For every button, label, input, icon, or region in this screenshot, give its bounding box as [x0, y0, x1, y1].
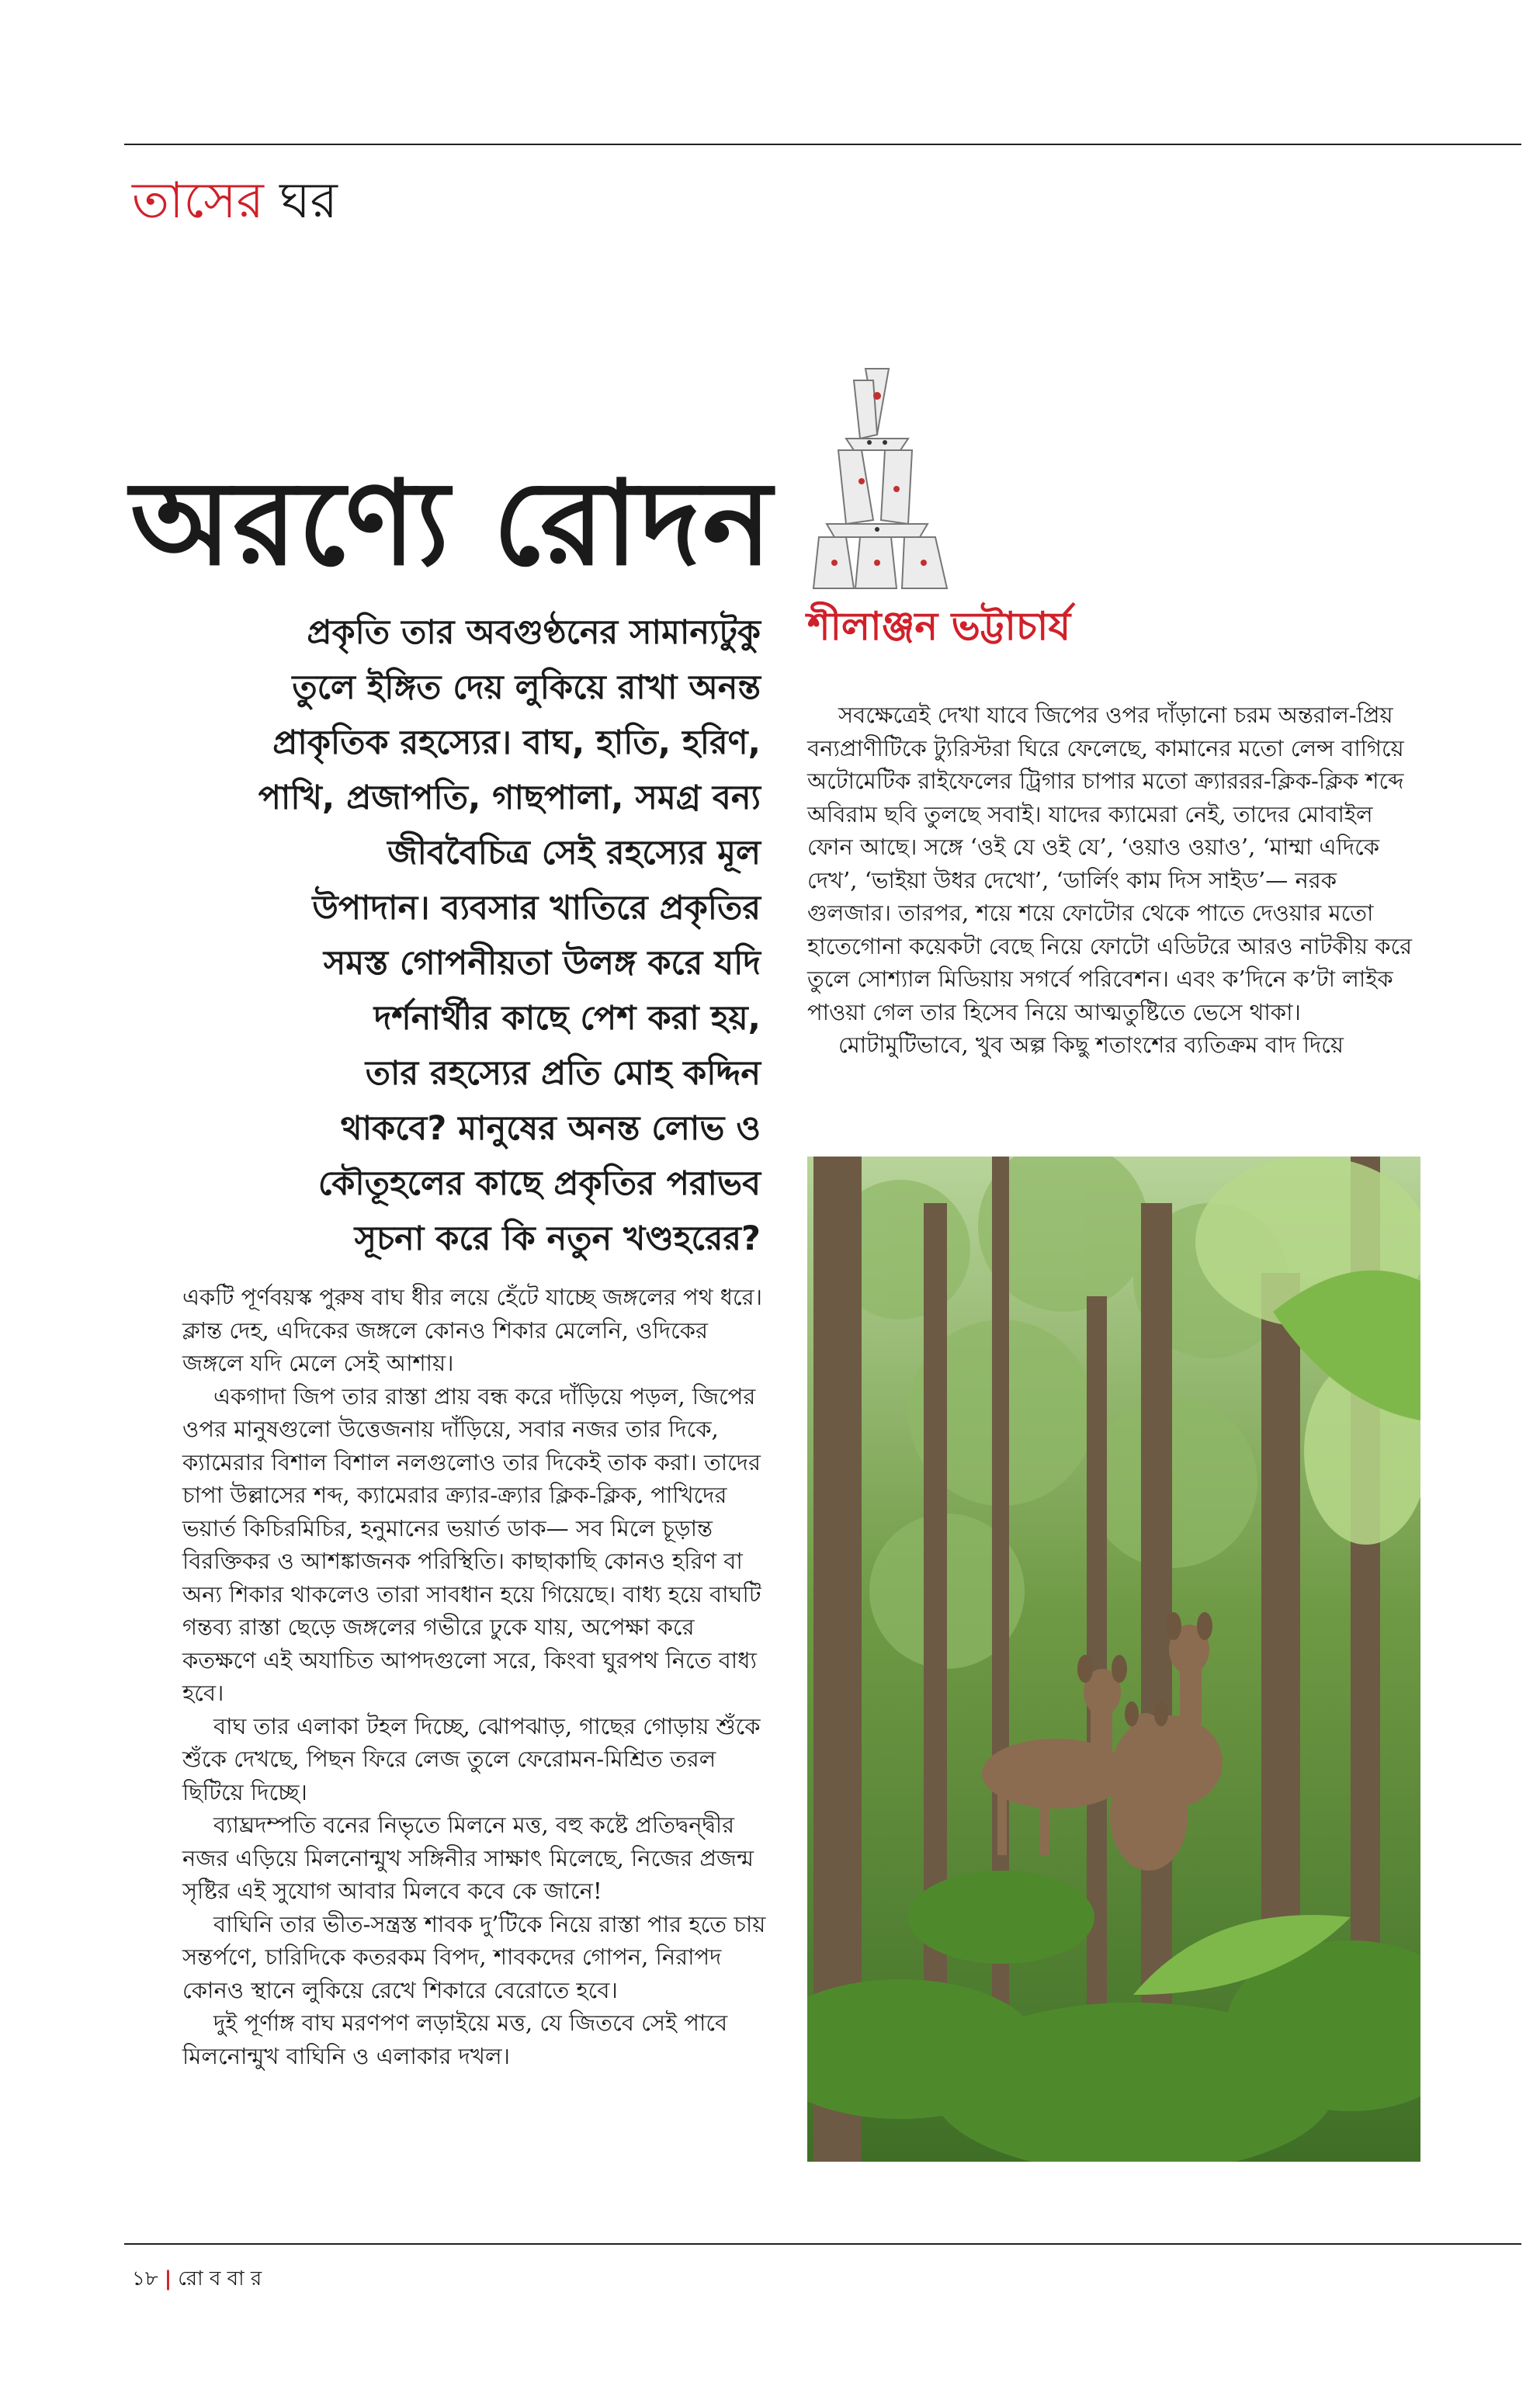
deck-line: প্রকৃতি তার অবগুণ্ঠনের সামান্যটুকু [307, 613, 761, 652]
body-paragraph: একগাদা জিপ তার রাস্তা প্রায় বন্ধ করে দাঁড়িয়ে পড়ল, জিপের ওপর মানুষগুলো উত্তেজনায় দাঁড়িয়ে, সবার নজর তার দিকে, ক্যামেরার বিশাল বিশাল নলগুলোও তার দিকেই তাক করা। তাদের চাপা উল্লাসের শব্দ, ক্যামেরার ক্র্যার-ক্র্যার ক্লিক-ক্লিক, পাখিদের ভয়ার্ত কিচিরমিচির, হনুমানের ভয়ার্ত ডাক— সব মিলে চূড়ান্ত বিরক্তিকর ও আশঙ্কাজনক পরিস্থিতি। কাছাকাছি কোনও হরিণ বা অন্য শিকার থাকলেও তারা সাবধান হয়ে গিয়েছে। বাধ্য হয়ে বাঘটি গন্তব্য রাস্তা ছেড়ে জঙ্গলের গভীরে ঢুকে যায়, অপেক্ষা করে কতক্ষণে এই অযাচিত আপদগুলো সরে, কিংবা ঘুরপথ নিতে বাধ্য হবে। [182, 1382, 761, 1706]
deck-line: প্রাকৃতিক রহস্যের। বাঘ, হাতি, হরিণ, [272, 723, 761, 762]
body-paragraph: বাঘিনি তার ভীত-সন্ত্রস্ত শাবক দু’টিকে নিয়ে রাস্তা পার হতে চায় সন্তর্পণে, চারিদিকে কতরকম বিপদ, শাবকদের গোপন, নিরাপদ কোনও স্থানে লুকিয়ে রেখে শিকারে বেরোতে হবে। [182, 1910, 766, 2003]
deck-line: সূচনা করে কি নতুন খণ্ডহরের? [354, 1219, 761, 1258]
publication-name: রো ব বা র [178, 2267, 262, 2291]
author-byline: শীলাঞ্জন ভট্টাচার্য [807, 604, 1071, 649]
footer-separator: | [164, 2267, 172, 2291]
card-house-icon [799, 365, 955, 590]
forest-deer-photo [807, 1157, 1420, 2162]
headline: অরণ্যে রোদন [130, 456, 774, 591]
top-rule [124, 144, 1521, 145]
body-paragraph: সবক্ষেত্রেই দেখা যাবে জিপের ওপর দাঁড়ানো চরম অন্তরাল-প্রিয় বন্যপ্রাণীটিকে ট্যুরিস্টরা ঘিরে ফেলেছে, কামানের মতো লেন্স বাগিয়ে অটোমেটিক রাইফেলের ট্রিগার চাপার মতো ক্র্যাররর-ক্লিক-ক্লিক শব্দে অবিরাম ছবি তুলছে সবাই। যাদের ক্যামেরা নেই, তাদের মোবাইল ফোন আছে। সঙ্গে ‘ওই যে ওই যে’, ‘ওয়াও ওয়াও’, ‘মাম্মা এদিকে দেখ’, ‘ভাইয়া উধর দেখো’, ‘ডার্লিং কাম দিস সাইড’— নরক গুলজার। তারপর, শয়ে শয়ে ফোটোর থেকে পাতে দেওয়ার মতো হাতেগোনা কয়েকটা বেছে নিয়ে ফোটো এডিটরে আরও নাটকীয় করে তুলে সোশ্যাল মিডিয়ায় সগর্বে পরিবেশন। এবং ক’দিনে ক’টা লাইক পাওয়া গেল তার হিসেব নিয়ে আত্মতুষ্টিতে ভেসে থাকা। [807, 702, 1413, 1025]
body-paragraph: দুই পূর্ণাঙ্গ বাঘ মরণপণ লড়াইয়ে মত্ত, যে জিতবে সেই পাবে মিলনোন্মুখ বাঘিনি ও এলাকার দখল। [182, 2010, 728, 2069]
deck-line: তুলে ইঙ্গিত দেয় লুকিয়ে রাখা অনন্ত [292, 668, 761, 707]
section-label-black: ঘর [279, 172, 338, 230]
bottom-rule [124, 2243, 1521, 2245]
page-number: ১৮ [132, 2267, 158, 2291]
body-paragraph: ব্যাঘ্রদম্পতি বনের নিভৃতে মিলনে মত্ত, বহু কষ্টে প্রতিদ্বন্দ্বীর নজর এড়িয়ে মিলনোন্মুখ সঙ্গিনীর সাক্ষাৎ মিলেছে, নিজের প্রজন্ম সৃষ্টির এই সুযোগ আবার মিলবে কবে কে জানে! [182, 1812, 754, 1904]
deck-line: পাখি, প্রজাপতি, গাছপালা, সমগ্র বন্য [258, 779, 761, 817]
body-paragraph: মোটামুটিভাবে, খুব অল্প কিছু শতাংশের ব্যতিক্রম বাদ দিয়ে [838, 1032, 1344, 1058]
deck-line: তার রহস্যের প্রতি মোহ কদ্দিন [365, 1054, 761, 1093]
section-label [132, 163, 338, 246]
page-footer [132, 2263, 262, 2297]
body-column-right [807, 699, 1420, 1062]
deck-intro [194, 605, 761, 1267]
body-paragraph: বাঘ তার এলাকা টহল দিচ্ছে, ঝোপঝাড়, গাছের গোড়ায় শুঁকে শুঁকে দেখছে, পিছন ফিরে লেজ তুলে ফেরোমন-মিশ্রিত তরল ছিটিয়ে দিচ্ছে। [182, 1712, 761, 1805]
deck-line: দর্শনার্থীর কাছে পেশ করা হয়, [373, 999, 761, 1038]
deck-line: থাকবে? মানুষের অনন্ত লোভ ও [340, 1109, 761, 1148]
body-column-left [182, 1281, 772, 2072]
deck-line: জীববৈচিত্র সেই রহস্যের মূল [387, 834, 761, 872]
body-paragraph: একটি পূর্ণবয়স্ক পুরুষ বাঘ ধীর লয়ে হেঁটে যাচ্ছে জঙ্গলের পথ ধরে। ক্লান্ত দেহ, এদিকের জঙ্গলে কোনও শিকার মেলেনি, ওদিকের জঙ্গলে যদি মেলে সেই আশায়। [182, 1284, 762, 1376]
deck-line: উপাদান। ব্যবসার খাতিরে প্রকৃতির [312, 889, 761, 928]
section-label-red: তাসের [132, 172, 264, 230]
deck-line: সমস্ত গোপনীয়তা উলঙ্গ করে যদি [323, 944, 761, 983]
deck-line: কৌতূহলের কাছে প্রকৃতির পরাভব [317, 1164, 761, 1203]
